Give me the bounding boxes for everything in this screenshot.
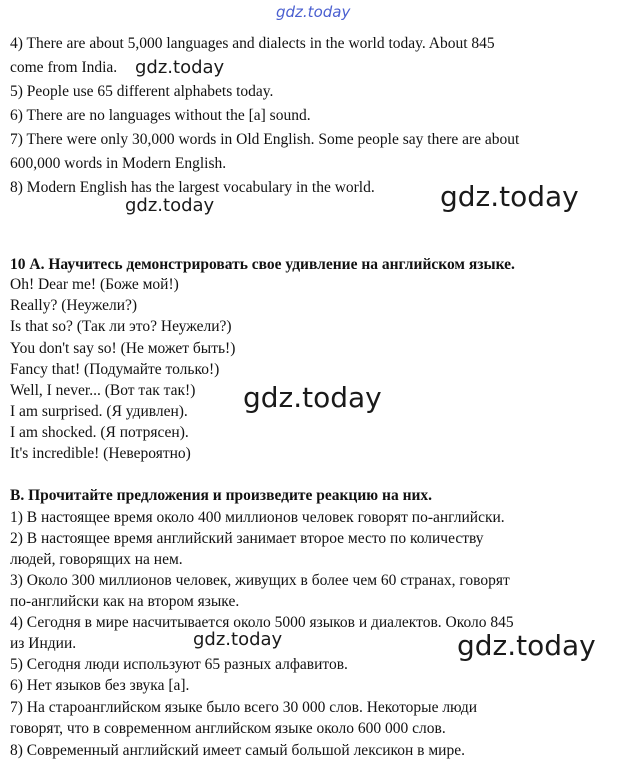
- list-item: по-английски как на втором языке.: [10, 593, 240, 610]
- list-item: 5) People use 65 different alphabets today.: [10, 83, 274, 100]
- list-item: людей, говорящих на нем.: [10, 551, 183, 568]
- list-item: 7) There were only 30,000 words in Old English. Some people say there are about: [10, 131, 520, 148]
- watermark: gdz.today: [243, 381, 382, 414]
- list-item: 8) Современный английский имеет самый большой лексикон в мире.: [10, 742, 465, 759]
- list-item: come from India.: [10, 59, 118, 76]
- list-item: I am shocked. (Я потрясен).: [10, 424, 189, 441]
- list-item: говорят, что в современном английском языке около 600 000 слов.: [10, 720, 446, 737]
- list-item: Oh! Dear me! (Боже мой!): [10, 276, 179, 293]
- watermark-top: gdz.today: [276, 3, 351, 21]
- list-item: 7) На староанглийском языке было всего 30 000 слов. Некоторые люди: [10, 699, 478, 716]
- section-heading: В. Прочитайте предложения и произведите реакцию на них.: [10, 487, 433, 504]
- section-heading: 10 А. Научитесь демонстрировать свое удивление на английском языке.: [10, 256, 515, 273]
- watermark: gdz.today: [457, 629, 596, 662]
- list-item: 6) Нет языков без звука [а].: [10, 677, 190, 694]
- list-item: 8) Modern English has the largest vocabulary in the world.: [10, 179, 375, 196]
- list-item: из Индии.: [10, 635, 77, 652]
- list-item: Really? (Неужели?): [10, 297, 138, 314]
- watermark: gdz.today: [135, 57, 225, 78]
- list-item: Is that so? (Так ли это? Неужели?): [10, 318, 232, 335]
- list-item: I am surprised. (Я удивлен).: [10, 403, 188, 420]
- list-item: It's incredible! (Невероятно): [10, 445, 191, 462]
- list-item: 3) Около 300 миллионов человек, живущих в более чем 60 странах, говорят: [10, 572, 510, 589]
- list-item: 5) Сегодня люди используют 65 разных алфавитов.: [10, 656, 348, 673]
- list-item: 1) В настоящее время около 400 миллионов человек говорят по-английски.: [10, 509, 505, 526]
- list-item: 2) В настоящее время английский занимает второе место по количеству: [10, 530, 484, 547]
- list-item: Fancy that! (Подумайте только!): [10, 361, 220, 378]
- watermark: gdz.today: [125, 195, 215, 216]
- list-item: 6) There are no languages without the [a] sound.: [10, 107, 311, 124]
- list-item: 4) There are about 5,000 languages and dialects in the world today. About 845: [10, 35, 495, 52]
- watermark: gdz.today: [193, 629, 283, 650]
- list-item: 4) Сегодня в мире насчитывается около 5000 языков и диалектов. Около 845: [10, 614, 514, 631]
- list-item: You don't say so! (Не может быть!): [10, 340, 236, 357]
- watermark: gdz.today: [440, 180, 579, 213]
- list-item: Well, I never... (Вот так так!): [10, 382, 196, 399]
- list-item: 600,000 words in Modern English.: [10, 155, 227, 172]
